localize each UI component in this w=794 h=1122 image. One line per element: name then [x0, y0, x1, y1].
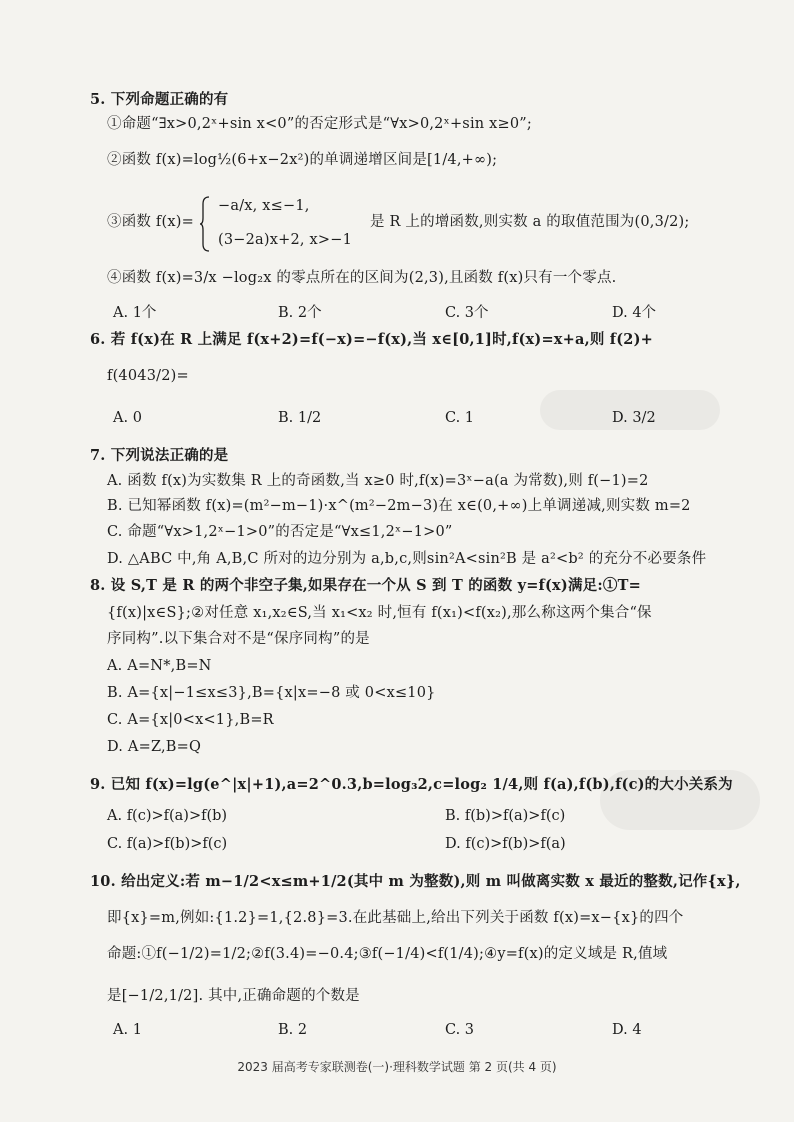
q5-stem: 5. 下列命题正确的有 [90, 91, 229, 108]
q10-stem-line-3: 命题:①f(−1/2)=1/2;②f(3.4)=−0.4;③f(−1/4)<f(1/4);④y=f(x)的定义域是 R,值域 [107, 946, 668, 962]
q6-option-c: C. 1 [445, 410, 475, 426]
q6-stem-line-1: 6. 若 f(x)在 R 上满足 f(x+2)=f(−x)=−f(x),当 x∈[0,1]时,f(x)=x+a,则 f(2)+ [90, 331, 653, 348]
q6-stem-line-2: f(4043/2)= [107, 368, 189, 384]
q8-option-a: A. A=N*,B=N [107, 658, 212, 674]
q5-option-b: B. 2个 [278, 305, 322, 321]
q6-option-a: A. 0 [113, 410, 142, 426]
q10-option-a: A. 1 [113, 1022, 142, 1038]
q8-option-b: B. A={x|−1≤x≤3},B={x|x=−8 或 0<x≤10} [107, 685, 436, 701]
q10-stem-line-4: 是[−1/2,1/2]. 其中,正确命题的个数是 [107, 988, 360, 1004]
q7-option-c: C. 命题“∀x>1,2ˣ−1>0”的否定是“∀x≤1,2ˣ−1>0” [107, 524, 453, 540]
q5-case-2: (3−2a)x+2, x>−1 [218, 232, 353, 248]
q10-option-d: D. 4 [612, 1022, 642, 1038]
q9-option-b: B. f(b)>f(a)>f(c) [445, 808, 566, 824]
q8-option-c: C. A={x|0<x<1},B=R [107, 712, 274, 728]
q7-option-a: A. 函数 f(x)为实数集 R 上的奇函数,当 x≥0 时,f(x)=3ˣ−a(a 为常数),则 f(−1)=2 [107, 473, 649, 489]
q10-stem-line-1: 10. 给出定义:若 m−1/2<x≤m+1/2(其中 m 为整数),则 m 叫做离实数 x 最近的整数,记作{x}, [90, 873, 741, 890]
q6-option-b: B. 1/2 [278, 410, 322, 426]
q5-statement-4: ④函数 f(x)=3/x −log₂x 的零点所在的区间为(2,3),且函数 f(x)只有一个零点. [107, 270, 617, 286]
q8-option-d: D. A=Z,B=Q [107, 739, 202, 755]
q5-statement-3-suffix: 是 R 上的增函数,则实数 a 的取值范围为(0,3/2); [370, 214, 690, 230]
q10-option-b: B. 2 [278, 1022, 308, 1038]
q10-stem-line-2: 即{x}=m,例如:{1.2}=1,{2.8}=3.在此基础上,给出下列关于函数 f(x)=x−{x}的四个 [107, 910, 684, 926]
piecewise-brace-icon [200, 196, 210, 252]
q5-statement-3-prefix: ③函数 f(x)= [107, 214, 194, 230]
q5-statement-1: ①命题“∃x>0,2ˣ+sin x<0”的否定形式是“∀x>0,2ˣ+sin x≥0”; [107, 116, 532, 132]
q7-stem: 7. 下列说法正确的是 [90, 447, 229, 464]
q5-option-a: A. 1个 [113, 305, 157, 321]
q5-statement-2: ②函数 f(x)=log½(6+x−2x²)的单调递增区间是[1/4,+∞); [107, 152, 498, 168]
q6-option-d: D. 3/2 [612, 410, 656, 426]
q5-option-d: D. 4个 [612, 305, 657, 321]
q8-stem-line-3: 序同构”.以下集合对不是“保序同构”的是 [107, 631, 370, 647]
q5-option-c: C. 3个 [445, 305, 489, 321]
q9-option-a: A. f(c)>f(a)>f(b) [107, 808, 228, 824]
q9-option-d: D. f(c)>f(b)>f(a) [445, 836, 566, 852]
q8-stem-line-1: 8. 设 S,T 是 R 的两个非空子集,如果存在一个从 S 到 T 的函数 y=f(x)满足:①T= [90, 577, 641, 594]
q7-option-d: D. △ABC 中,角 A,B,C 所对的边分别为 a,b,c,则sin²A<sin²B 是 a²<b² 的充分不必要条件 [107, 551, 707, 567]
page-footer: 2023 届高考专家联测卷(一)·理科数学试题 第 2 页(共 4 页) [237, 1060, 557, 1074]
q7-option-b: B. 已知幂函数 f(x)=(m²−m−1)·x^(m²−2m−3)在 x∈(0,+∞)上单调递减,则实数 m=2 [107, 498, 691, 514]
q8-stem-line-2: {f(x)|x∈S};②对任意 x₁,x₂∈S,当 x₁<x₂ 时,恒有 f(x₁)<f(x₂),那么称这两个集合“保 [107, 605, 652, 621]
q9-option-c: C. f(a)>f(b)>f(c) [107, 836, 228, 852]
q10-option-c: C. 3 [445, 1022, 475, 1038]
q5-case-1: −a/x, x≤−1, [218, 198, 310, 214]
q9-stem: 9. 已知 f(x)=lg(e^|x|+1),a=2^0.3,b=log₃2,c=log₂ 1/4,则 f(a),f(b),f(c)的大小关系为 [90, 776, 733, 793]
